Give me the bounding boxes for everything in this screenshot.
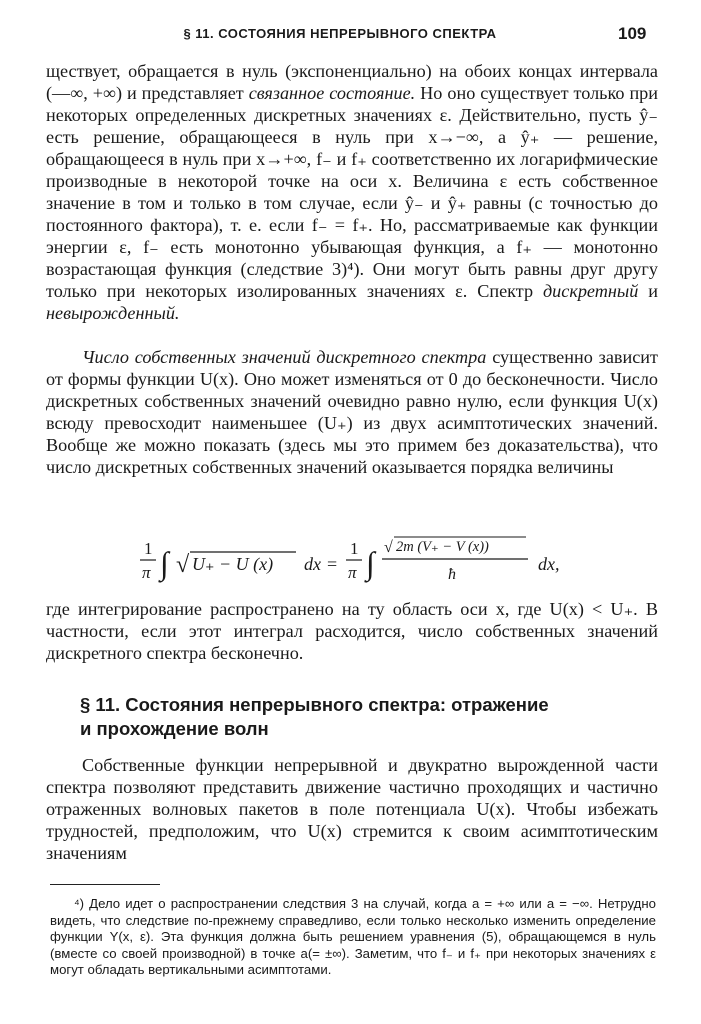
paragraph-continuous-spectrum — [46, 754, 658, 864]
page-number: 109 — [618, 24, 647, 43]
formula-integral2: ∫ — [366, 545, 375, 581]
section-heading-line1: § 11. Состояния непрерывного спектра: отражение — [80, 694, 549, 715]
para1-text-c: и — [638, 281, 658, 301]
formula-dx2: dx, — [538, 554, 560, 574]
para1-em-bound-state: связанное состояние. — [248, 83, 416, 103]
para1-em-discrete: дискретный — [542, 281, 639, 301]
formula-frac2-den: π — [348, 563, 357, 582]
formula-frac1-num: 1 — [144, 539, 153, 558]
formula-frac1-den: π — [142, 563, 151, 582]
section-heading-line2: и прохождение волн — [80, 718, 269, 739]
para1-text-a: ществует, обращается в нуль (экспоненциально) на обоих концах интервала (—∞, +∞) и представляет — [46, 61, 658, 103]
formula-sqrt1: √ — [176, 552, 190, 578]
para2-text: существенно зависит от формы функции U(x). Оно может изменяться от 0 до бесконечности. Число дискретных собственных значений очевидно равно нулю, если функция U(x) всюду превосходит наименьшее (U₊) из двух асимптотических значений. Вообще же можно показать (здесь мы это примем без доказательства), что число дискретных собственных значений оказывается порядка величины — [46, 347, 658, 477]
footnote-text: ⁴) Дело идет о распространении следствия 3 на случай, когда a = +∞ или a = −∞. Нетрудно видеть, что следствие по-прежнему справедливо, если только несколько изменить определение функции Y(x, ε). Эта функция должна быть решением уравнения (5), обращающемся в нуль (вместе со своей производной) в точке a(= ±∞). Заметим, что f₋ и f₊ при некоторых значениях ε могут обладать вертикальными асимптотами. — [50, 896, 656, 977]
running-head — [0, 22, 701, 46]
formula-hbar: ħ — [448, 566, 456, 583]
formula-dx1: dx — [304, 554, 321, 574]
formula-radicand-left: U₊ − U (x) — [192, 554, 274, 574]
para2-em-lead: Число собственных значений дискретного спектра — [82, 347, 487, 367]
para4-text: Собственные функции непрерывной и двукратно вырожденной части спектра позволяют представить движение частично проходящих и частично отраженных волновых пакетов в поле потенциала U(x). Чтобы избежать трудностей, предположим, что U(x) стремится к своим асимптотическим значениям — [46, 755, 658, 863]
footnote-divider — [50, 884, 160, 885]
footnote — [50, 896, 656, 979]
para1-text-b: Но оно существует только при некоторых определенных дискретных значениях ε. Действительно, пусть ŷ₋ есть решение, обращающееся в нуль при x→−∞, а ŷ₊ — решение, обращающееся в нуль при x→+∞, f₋ и f₊ соответственно их логарифмические производные в некоторой точке на оси x. Величина ε есть собственное значение в том и только в том случае, если ŷ₋ и ŷ₊ равны (с точностью до постоянного фактора), т. е. если f₋ = f₊. Но, рассматриваемые как функции энергии ε, f₋ есть монотонно убывающая функция, а f₊ — монотонно возрастающая функция (следствие 3)⁴). Они могут быть равны друг другу только при некоторых изолированных значениях ε. Спектр — [46, 83, 659, 301]
formula-radicand-right: 2m (V₊ − V (x)) — [396, 539, 489, 555]
running-head-title: § 11. СОСТОЯНИЯ НЕПРЕРЫВНОГО СПЕКТРА — [183, 26, 497, 41]
para1-em-nondegenerate: невырожденный. — [46, 303, 180, 323]
formula-eigenvalue-estimate — [60, 530, 650, 592]
para3-text: где интегрирование распространено на ту область оси x, где U(x) < U₊. В частности, если этот интеграл расходится, число собственных значений дискретного спектра бесконечно. — [46, 599, 658, 663]
formula-frac2-num: 1 — [350, 539, 359, 558]
formula-integral1: ∫ — [160, 545, 169, 581]
section-heading — [80, 693, 640, 741]
paragraph-integration-domain — [46, 598, 658, 664]
formula-equals: = — [327, 554, 338, 574]
formula-sqrt2: √ — [384, 539, 393, 556]
paragraph-eigenvalue-count — [46, 346, 658, 478]
paragraph-bound-state — [46, 60, 658, 324]
